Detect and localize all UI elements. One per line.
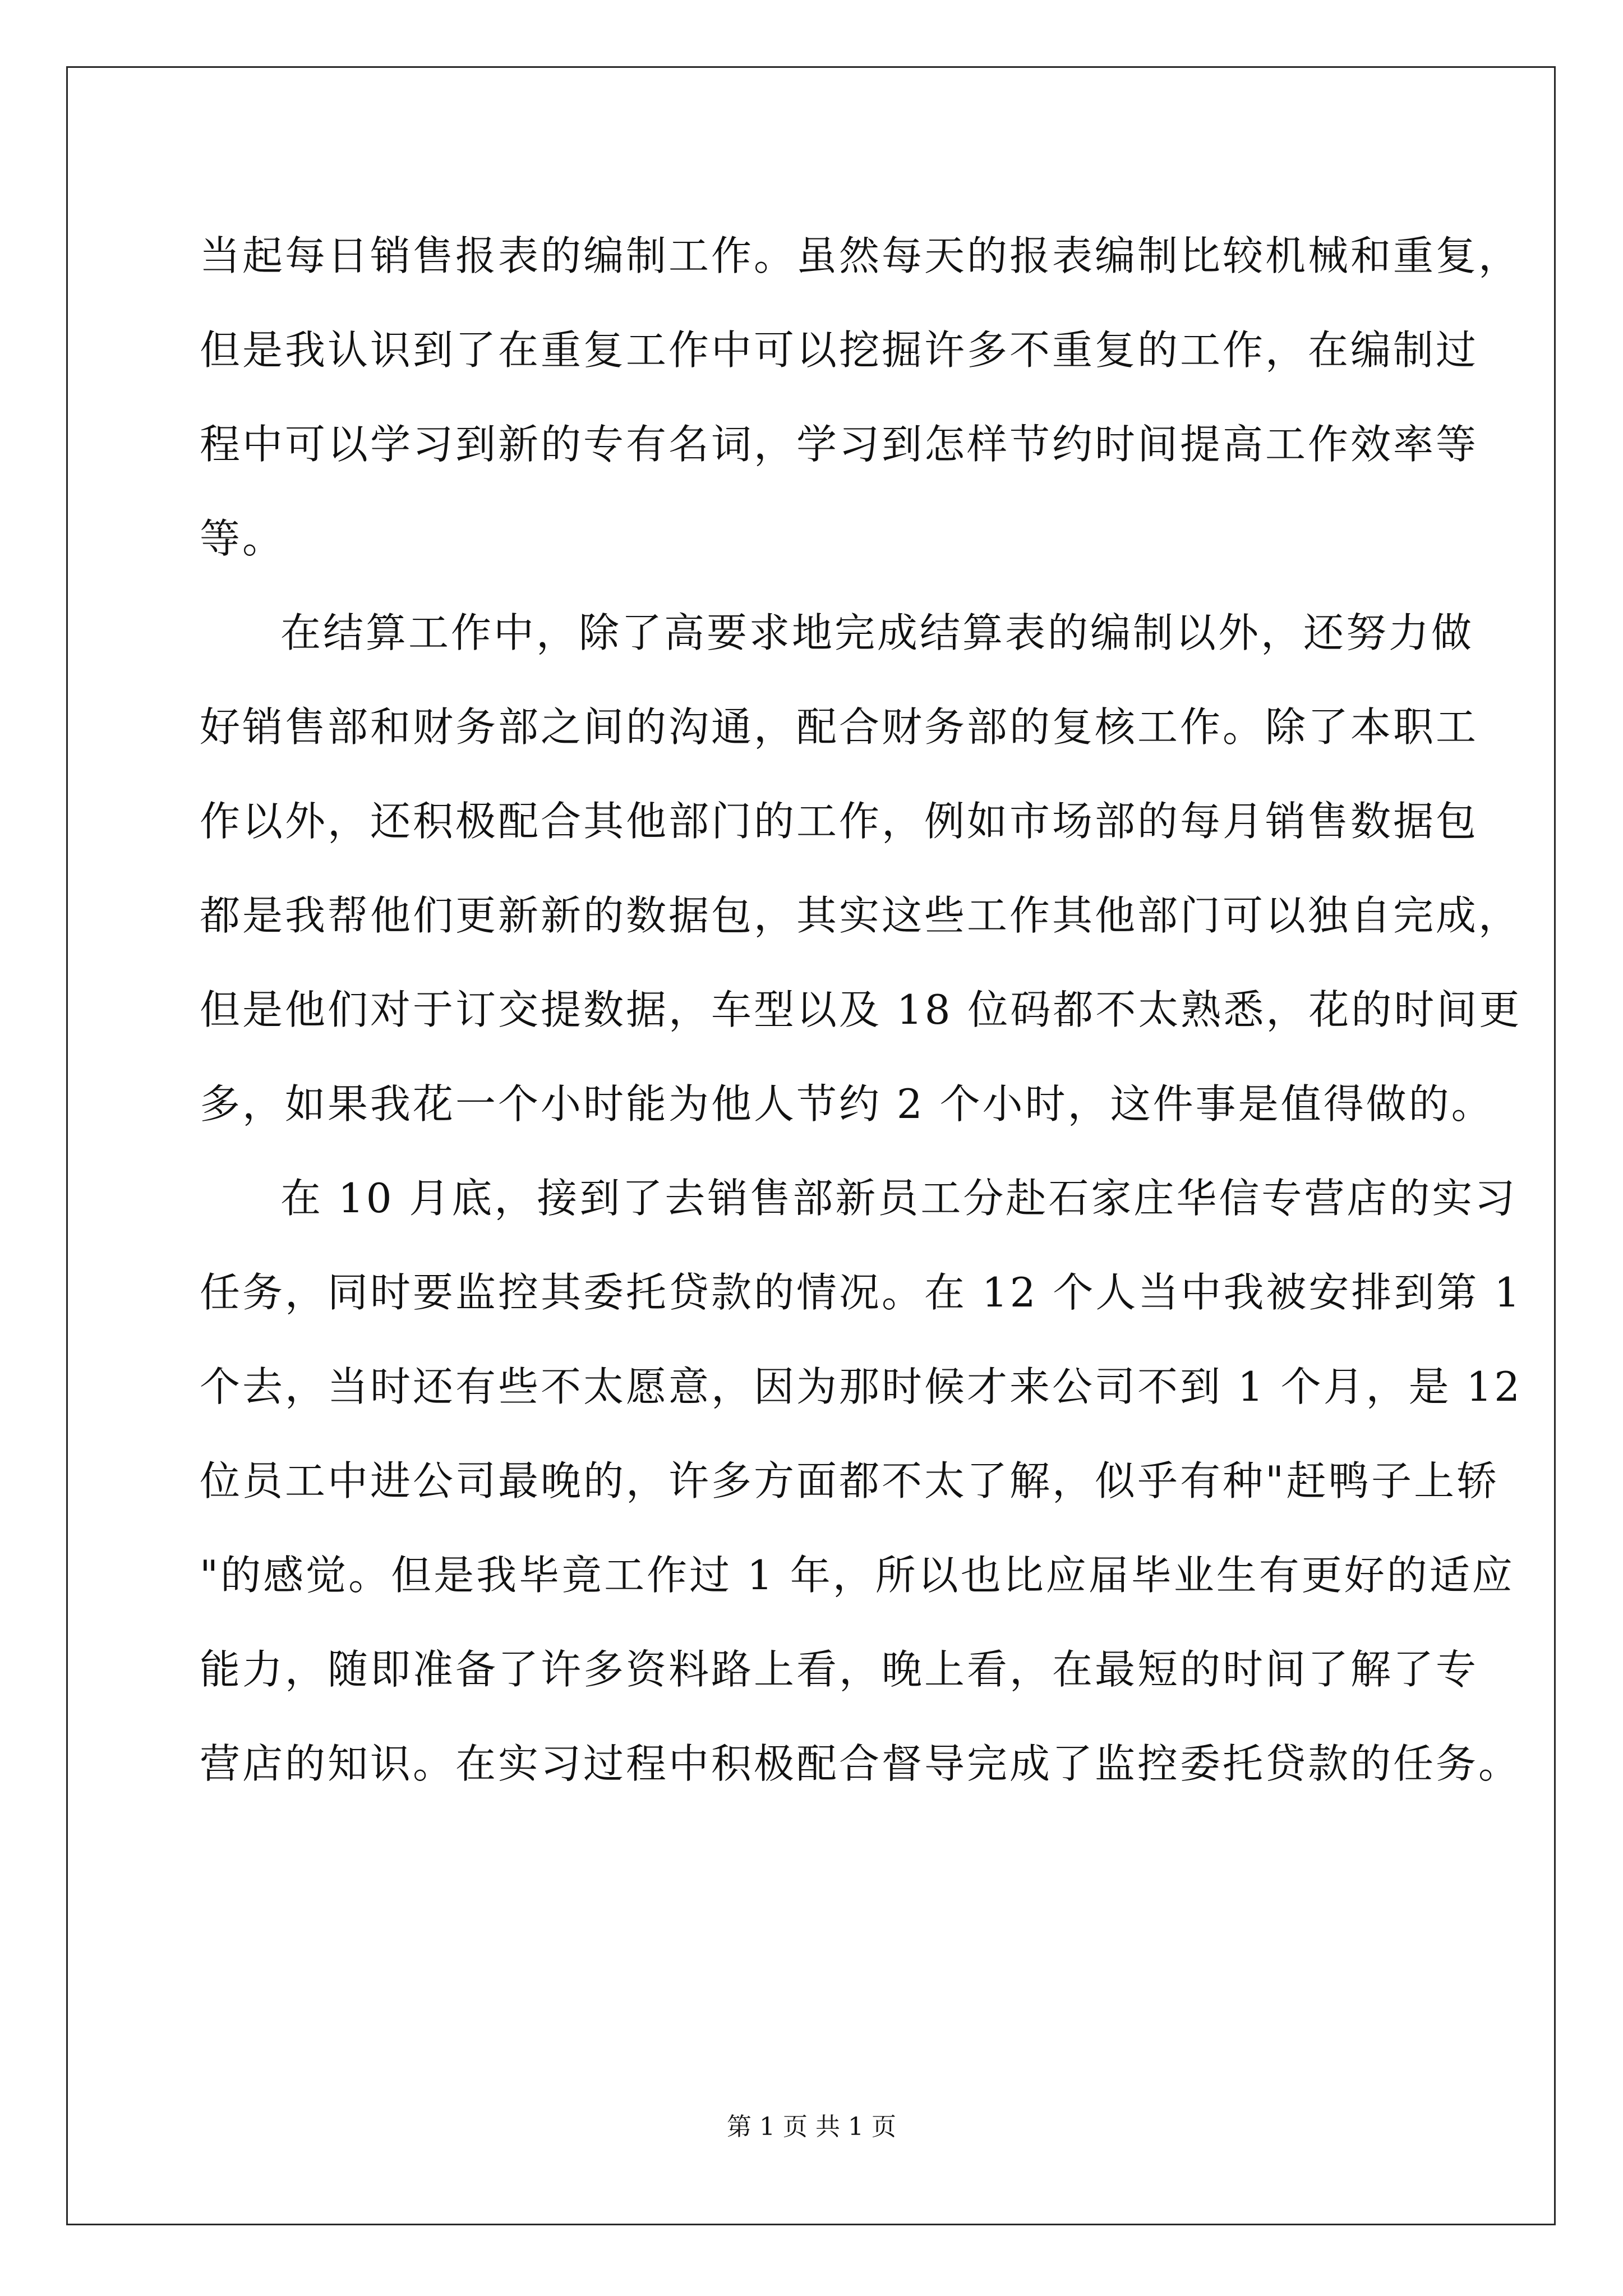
text-line-8: 都是我帮他们更新新的数据包，其实这些工作其他部门可以独自完成， [200, 892, 1521, 939]
text-line-10: 多，如果我花一个小时能为他人节约 2 个小时，这件事是值得做的。 [200, 1080, 1494, 1128]
text-line-7: 作以外，还积极配合其他部门的工作，例如市场部的每月销售数据包 [200, 798, 1479, 845]
document-body [200, 209, 1523, 1811]
text-line-15: "的感觉。但是我毕竟工作过 1 年，所以也比应届毕业生有更好的适应 [200, 1552, 1515, 1599]
text-line-11: 在 10 月底，接到了去销售部新员工分赴石家庄华信专营店的实习 [280, 1175, 1518, 1222]
text-line-13: 个去，当时还有些不太愿意，因为那时候才来公司不到 1 个月，是 12 [200, 1363, 1523, 1410]
text-line-4: 等。 [200, 515, 285, 562]
text-line-16: 能力，随即准备了许多资料路上看，晚上看，在最短的时间了解了专 [200, 1646, 1479, 1693]
text-line-6: 好销售部和财务部之间的沟通，配合财务部的复核工作。除了本职工 [200, 703, 1479, 751]
text-line-3: 程中可以学习到新的专有名词，学习到怎样节约时间提高工作效率等 [200, 421, 1479, 468]
text-line-1: 当起每日销售报表的编制工作。虽然每天的报表编制比较机械和重复， [200, 232, 1521, 279]
text-line-14: 位员工中进公司最晚的，许多方面都不太了解，似乎有种"赶鸭子上轿 [200, 1457, 1500, 1504]
text-line-12: 任务，同时要监控其委托贷款的情况。在 12 个人当中我被安排到第 1 [200, 1269, 1523, 1316]
text-line-2: 但是我认识到了在重复工作中可以挖掘许多不重复的工作，在编制过 [200, 326, 1479, 374]
text-line-9: 但是他们对于订交提数据，车型以及 18 位码都不太熟悉，花的时间更 [200, 986, 1522, 1033]
page-footer: 第 1 页 共 1 页 [727, 2113, 896, 2141]
text-line-5: 在结算工作中，除了高要求地完成结算表的编制以外，还努力做 [280, 609, 1474, 656]
text-line-17: 营店的知识。在实习过程中积极配合督导完成了监控委托贷款的任务。 [200, 1740, 1521, 1787]
